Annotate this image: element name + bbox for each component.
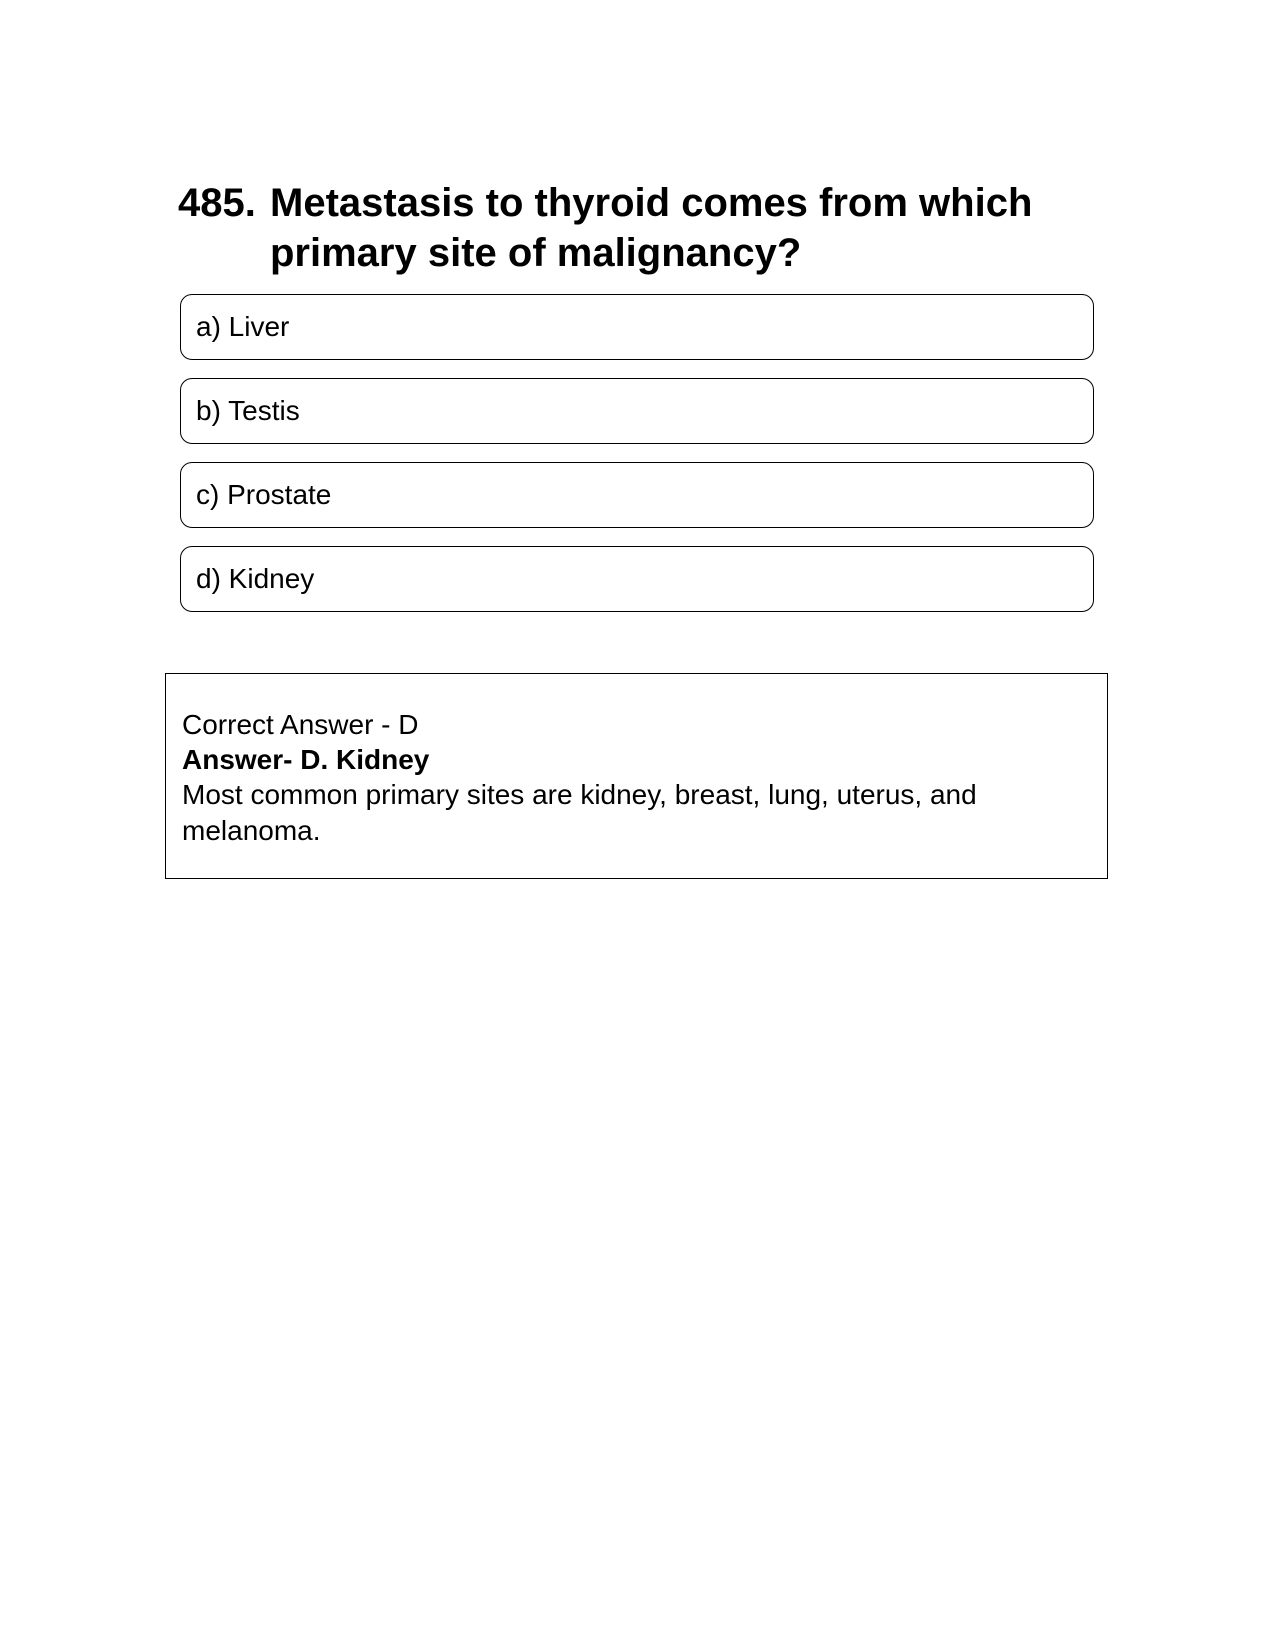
option-a[interactable] [180, 294, 1094, 360]
option-c-label: c) Prostate [196, 479, 332, 510]
option-d[interactable] [180, 546, 1094, 612]
question-text: Metastasis to thyroid comes from which primary site of malignancy? [270, 181, 1033, 275]
question-number: 485. [178, 181, 256, 225]
answer-box [165, 673, 1108, 879]
question-heading [178, 178, 1108, 278]
answer-title: Answer- D. Kidney [182, 744, 430, 775]
correct-answer-line: Correct Answer - D [182, 709, 419, 740]
option-c[interactable] [180, 462, 1094, 528]
option-d-label: d) Kidney [196, 563, 315, 594]
option-b[interactable] [180, 378, 1094, 444]
option-b-label: b) Testis [196, 395, 300, 426]
option-a-label: a) Liver [196, 311, 290, 342]
answer-explanation: Most common primary sites are kidney, breast, lung, uterus, and melanoma. [182, 779, 977, 846]
